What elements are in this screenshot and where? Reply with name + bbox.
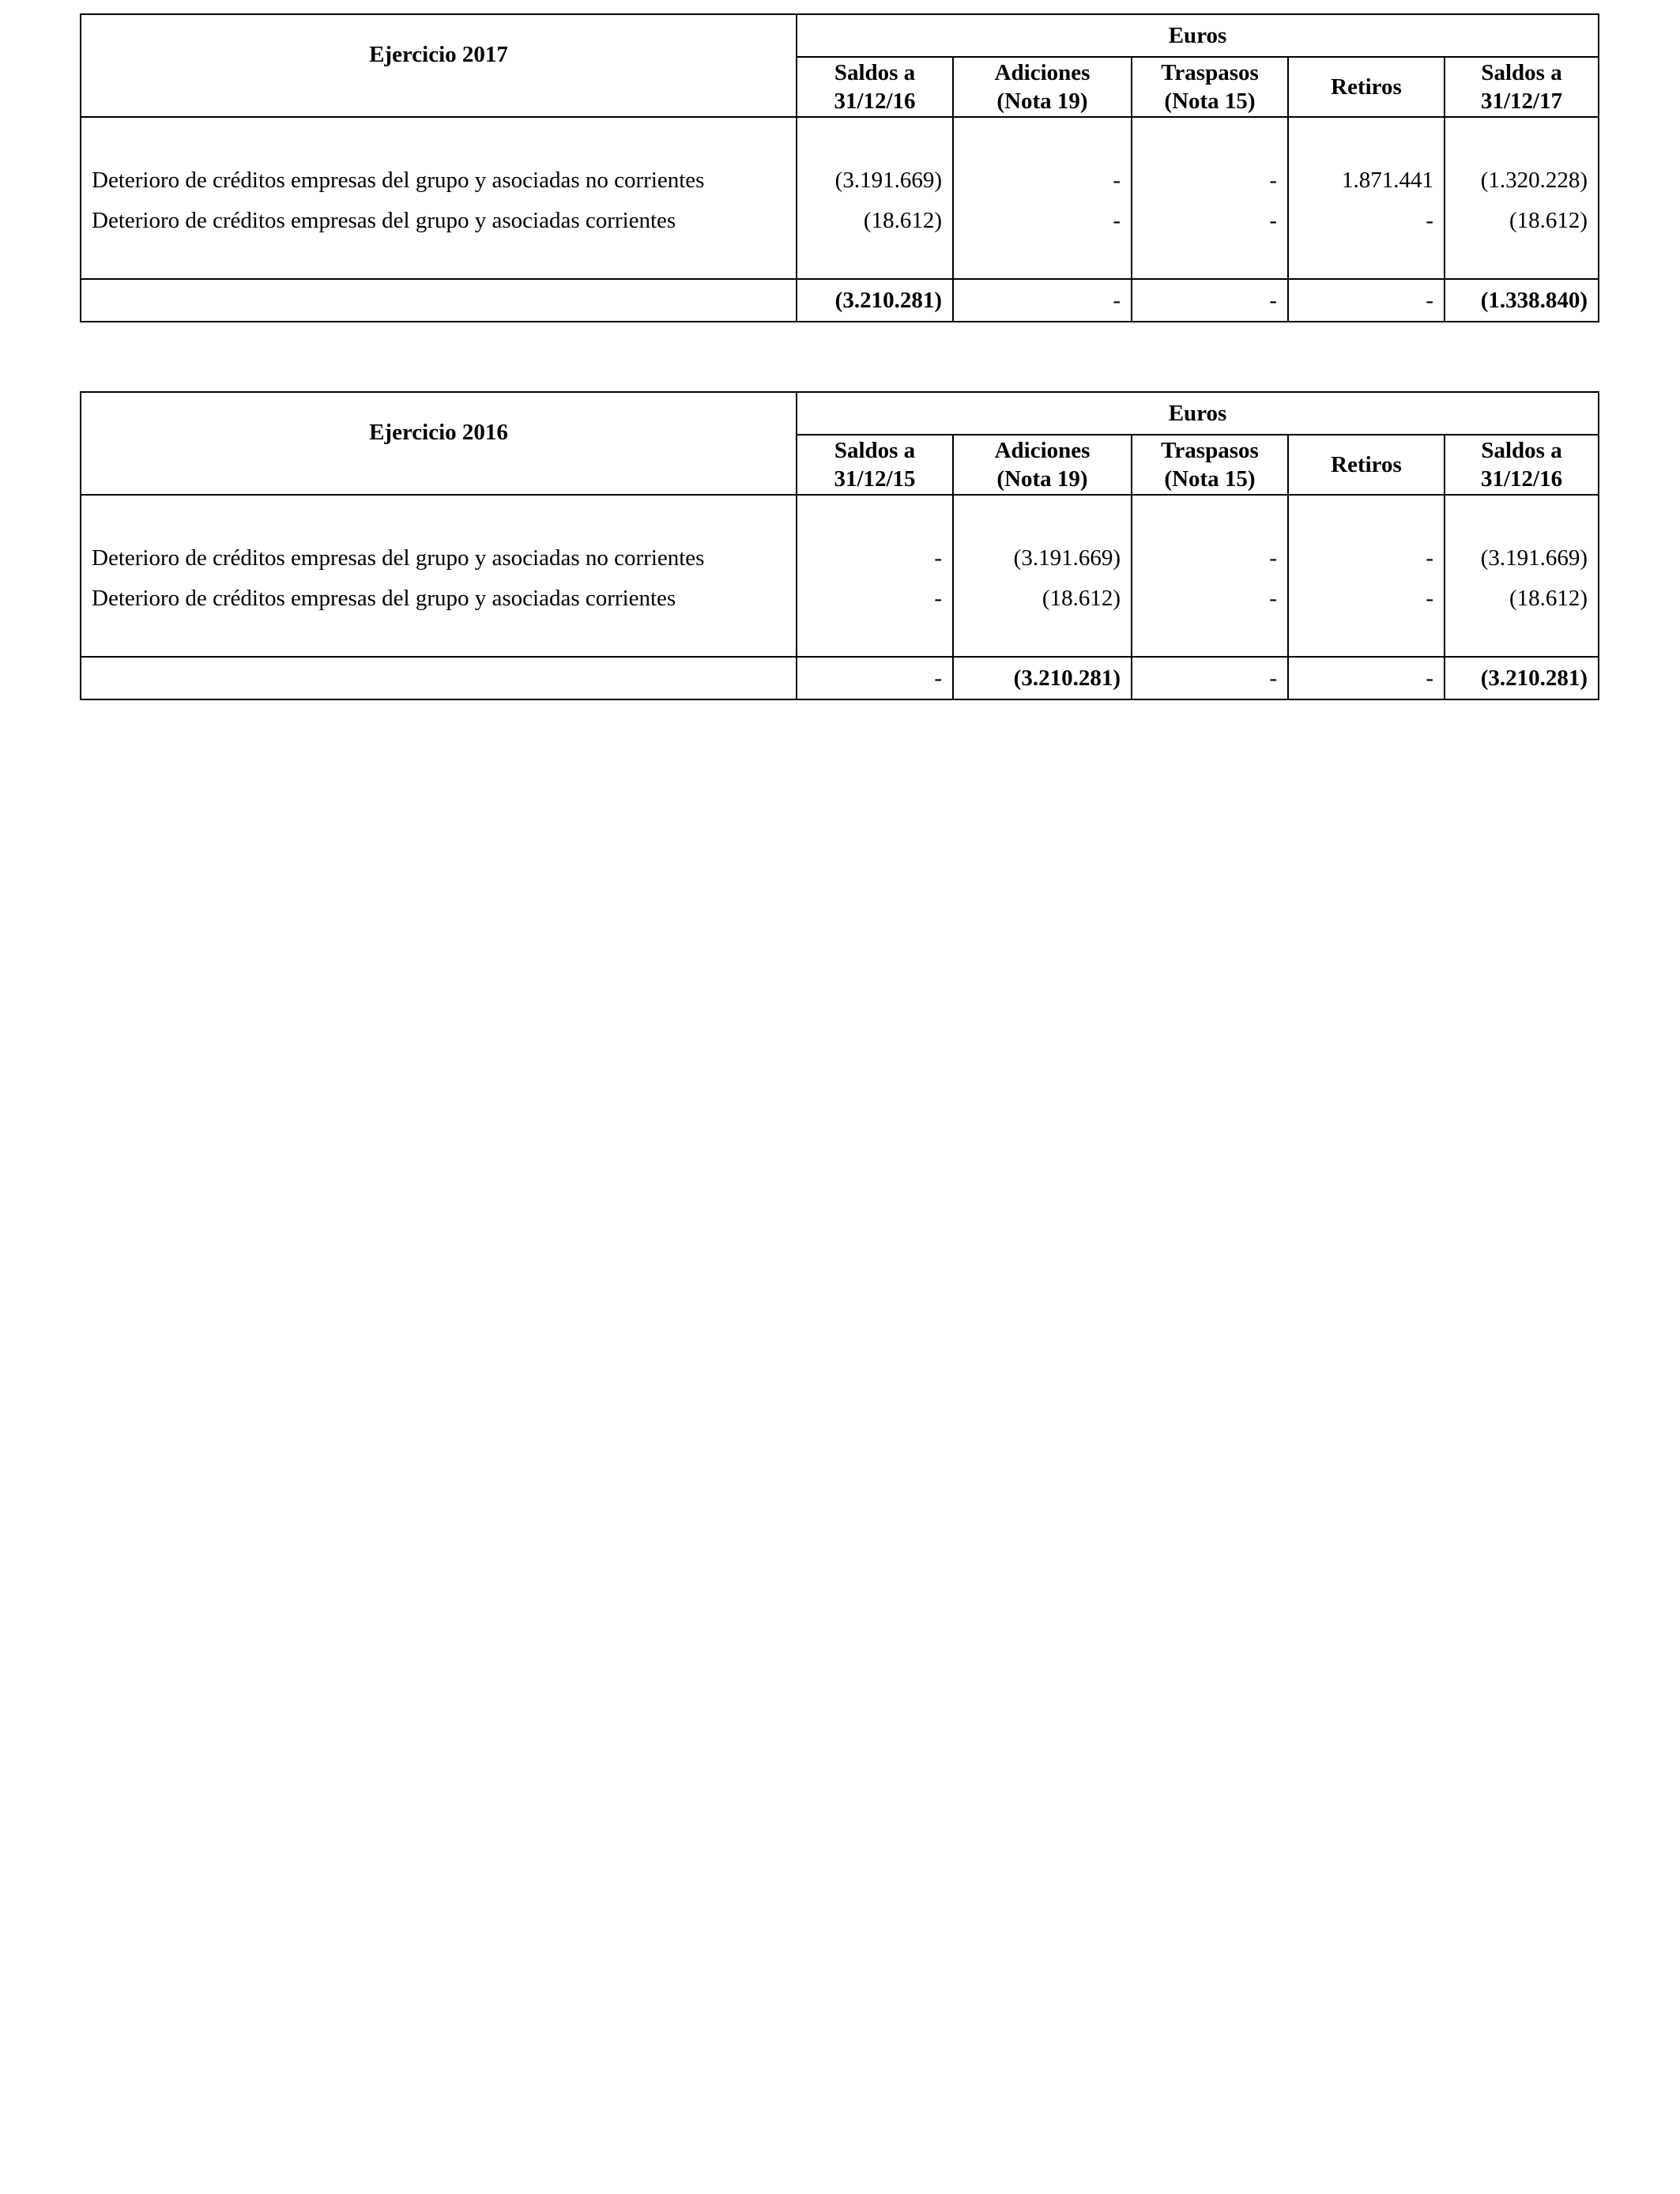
column-header-closing-balance <box>1445 435 1599 495</box>
value-cell: - <box>1269 545 1277 571</box>
impairment-table-2016 <box>80 391 1599 700</box>
value-cell: (3.191.669) <box>1013 545 1121 571</box>
total-value: - <box>953 279 1132 322</box>
column-header-line: (Nota 15) <box>1164 89 1256 114</box>
value-cell: - <box>934 586 942 611</box>
total-row <box>81 279 1599 322</box>
total-value: - <box>1288 657 1445 699</box>
opening-balance-cell <box>797 117 953 279</box>
value-cell: - <box>1426 208 1433 233</box>
column-header-line: Saldos a <box>834 438 916 463</box>
value-cell: - <box>1269 208 1277 233</box>
value-cell: (3.191.669) <box>1480 545 1588 571</box>
total-label-cell <box>81 279 797 322</box>
value-cell: (1.320.228) <box>1480 168 1588 193</box>
currency-group-header: Euros <box>797 392 1599 435</box>
table-body-row <box>81 117 1599 279</box>
value-cell: - <box>1113 168 1121 193</box>
row-labels-cell <box>81 495 797 657</box>
column-header-line: Retiros <box>1331 452 1402 477</box>
row-labels-cell <box>81 117 797 279</box>
column-header-line: Retiros <box>1331 74 1402 100</box>
row-label: Deterioro de créditos empresas del grupo y asociadas no corrientes <box>92 168 705 193</box>
column-header-withdrawals <box>1288 435 1445 495</box>
column-header-opening-balance <box>797 57 953 117</box>
column-header-line: (Nota 19) <box>996 89 1088 114</box>
value-cell: - <box>1113 208 1121 233</box>
column-header-line: 31/12/15 <box>834 466 916 492</box>
row-label: Deterioro de créditos empresas del grupo y asociadas corrientes <box>92 208 676 233</box>
value-cell: - <box>1426 586 1433 611</box>
column-header-line: 31/12/16 <box>834 89 916 114</box>
column-header-withdrawals <box>1288 57 1445 117</box>
total-value: (3.210.281) <box>1445 657 1599 699</box>
column-header-transfers <box>1132 435 1288 495</box>
value-cell: - <box>1269 586 1277 611</box>
table-body-row <box>81 495 1599 657</box>
column-header-line: Saldos a <box>1481 60 1562 85</box>
total-value: - <box>1132 657 1288 699</box>
total-value: - <box>797 657 953 699</box>
column-header-additions <box>953 57 1132 117</box>
row-label: Deterioro de créditos empresas del grupo y asociadas corrientes <box>92 586 676 611</box>
total-value: - <box>1288 279 1445 322</box>
total-row <box>81 657 1599 699</box>
value-cell: (18.612) <box>1509 586 1588 611</box>
column-header-line: (Nota 19) <box>996 466 1088 492</box>
total-value: - <box>1132 279 1288 322</box>
column-header-line: Adiciones <box>994 60 1090 85</box>
column-header-closing-balance <box>1445 57 1599 117</box>
total-value: (3.210.281) <box>797 279 953 322</box>
column-header-line: (Nota 15) <box>1164 466 1256 492</box>
total-label-cell <box>81 657 797 699</box>
column-header-line: 31/12/16 <box>1480 466 1563 492</box>
opening-balance-cell <box>797 495 953 657</box>
column-header-transfers <box>1132 57 1288 117</box>
row-label: Deterioro de créditos empresas del grupo y asociadas no corrientes <box>92 545 705 571</box>
column-header-line: Traspasos <box>1161 438 1259 463</box>
additions-cell <box>953 495 1132 657</box>
column-header-line: Adiciones <box>994 438 1090 463</box>
total-value: (3.210.281) <box>953 657 1132 699</box>
value-cell: 1.871.441 <box>1342 168 1433 193</box>
table-title: Ejercicio 2016 <box>81 392 797 495</box>
value-cell: (3.191.669) <box>834 168 942 193</box>
column-header-line: 31/12/17 <box>1480 89 1563 114</box>
table-title: Ejercicio 2017 <box>81 14 797 117</box>
column-header-line: Saldos a <box>1481 438 1562 463</box>
value-cell: - <box>934 545 942 571</box>
withdrawals-cell <box>1288 495 1445 657</box>
additions-cell <box>953 117 1132 279</box>
column-header-opening-balance <box>797 435 953 495</box>
total-value: (1.338.840) <box>1445 279 1599 322</box>
transfers-cell <box>1132 117 1288 279</box>
currency-group-header: Euros <box>797 14 1599 57</box>
column-header-additions <box>953 435 1132 495</box>
column-header-line: Traspasos <box>1161 60 1259 85</box>
value-cell: - <box>1269 168 1277 193</box>
value-cell: (18.612) <box>1042 586 1121 611</box>
transfers-cell <box>1132 495 1288 657</box>
value-cell: (18.612) <box>1509 208 1588 233</box>
value-cell: (18.612) <box>863 208 942 233</box>
value-cell: - <box>1426 545 1433 571</box>
withdrawals-cell <box>1288 117 1445 279</box>
column-header-line: Saldos a <box>834 60 916 85</box>
closing-balance-cell <box>1445 495 1599 657</box>
closing-balance-cell <box>1445 117 1599 279</box>
impairment-table-2017 <box>80 13 1599 322</box>
